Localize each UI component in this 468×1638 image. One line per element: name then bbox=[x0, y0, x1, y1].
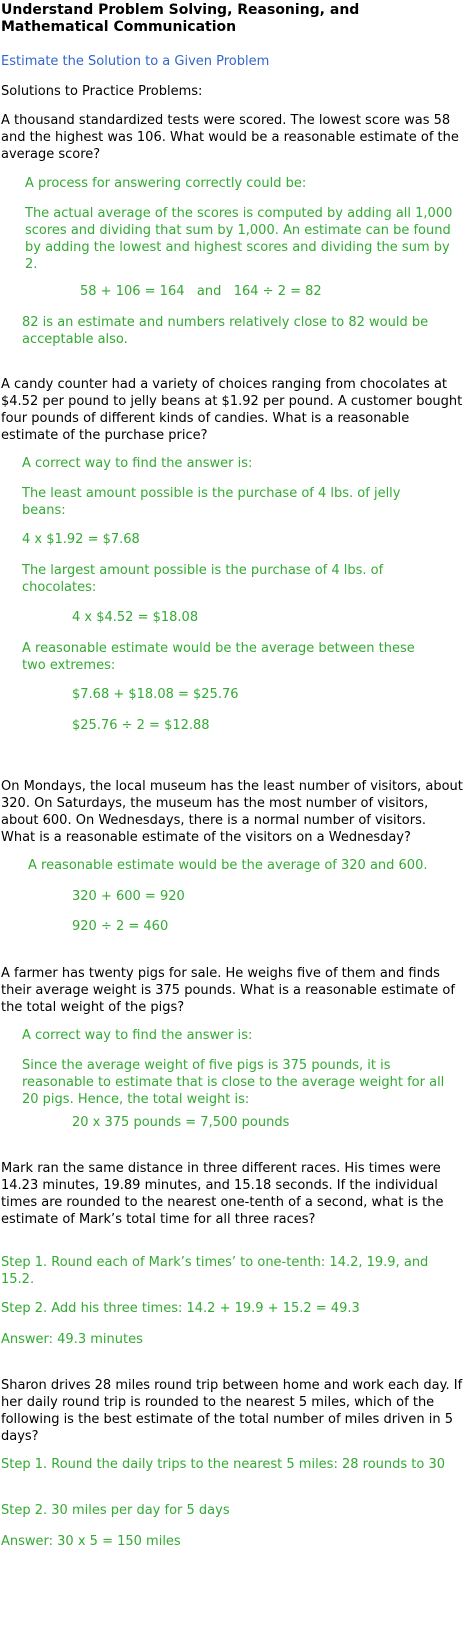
solution-equation: 920 ÷ 2 = 460 bbox=[72, 919, 169, 934]
intro-text: Solutions to Practice Problems: bbox=[1, 84, 203, 99]
solution-step: Step 2. 30 miles per day for 5 days bbox=[1, 1503, 230, 1518]
solution-equation: 58 + 106 = 164 and 164 ÷ 2 = 82 bbox=[80, 284, 322, 299]
page-title: Understand Problem Solving, Reasoning, and Mathematical Communication bbox=[1, 2, 360, 35]
solution-line: A correct way to find the answer is: bbox=[22, 456, 253, 471]
problem-question: On Mondays, the local museum has the least number of visitors, about 320. On Saturdays, the museum has the most number of visitors, about 600. On Wednesdays, there is a normal number of visitors. What is a reasonable estimate of the visitors on a Wednesday? bbox=[1, 779, 463, 845]
solution-line: The largest amount possible is the purchase of 4 lbs. of chocolates: bbox=[22, 563, 384, 595]
solution-line: The actual average of the scores is computed by adding all 1,000 scores and dividing that sum by 1,000. An estimate can be found by adding the lowest and highest scores and dividing the sum by 2. bbox=[25, 206, 453, 272]
section-subtitle: Estimate the Solution to a Given Problem bbox=[1, 54, 270, 69]
solution-line: A correct way to find the answer is: bbox=[22, 1028, 253, 1043]
solution-equation: 20 x 375 pounds = 7,500 pounds bbox=[72, 1115, 290, 1130]
solution-answer: Answer: 30 x 5 = 150 miles bbox=[1, 1534, 181, 1549]
problem-question: A candy counter had a variety of choices ranging from chocolates at $4.52 per pound to jelly beans at $1.92 per pound. A customer bought four pounds of different kinds of candies. What is a reasonable estimate of the purchase price? bbox=[1, 377, 463, 443]
solution-line: A reasonable estimate would be the average of 320 and 600. bbox=[28, 858, 428, 873]
problem-question: Sharon drives 28 miles round trip between home and work each day. If her daily round trip is rounded to the nearest 5 miles, which of the following is the best estimate of the total number of miles driven in 5 days? bbox=[1, 1378, 463, 1444]
solution-step: Step 1. Round the daily trips to the nearest 5 miles: 28 rounds to 30 bbox=[1, 1457, 446, 1472]
problem-question: Mark ran the same distance in three different races. His times were 14.23 minutes, 19.89 minutes, and 15.18 seconds. If the individual times are rounded to the nearest one-tenth of a second, what is the estimate of Mark’s total time for all three races? bbox=[1, 1161, 444, 1227]
solution-step: Step 1. Round each of Mark’s times’ to one-tenth: 14.2, 19.9, and 15.2. bbox=[1, 1255, 429, 1287]
solution-answer: Answer: 49.3 minutes bbox=[1, 1332, 143, 1347]
solution-line: A process for answering correctly could be: bbox=[25, 176, 307, 191]
solution-line: A reasonable estimate would be the average between these two extremes: bbox=[22, 641, 415, 673]
solution-equation: 4 x $1.92 = $7.68 bbox=[22, 532, 140, 547]
solution-equation: 320 + 600 = 920 bbox=[72, 889, 185, 904]
solution-line: The least amount possible is the purchase of 4 lbs. of jelly beans: bbox=[22, 486, 401, 518]
solution-step: Step 2. Add his three times: 14.2 + 19.9 + 15.2 = 49.3 bbox=[1, 1301, 360, 1316]
problem-question: A thousand standardized tests were scored. The lowest score was 58 and the highest was 106. What would be a reasonable estimate of the average score? bbox=[1, 113, 459, 162]
problem-question: A farmer has twenty pigs for sale. He weighs five of them and finds their average weight is 375 pounds. What is a reasonable estimate of the total weight of the pigs? bbox=[1, 966, 455, 1015]
solution-equation: $7.68 + $18.08 = $25.76 bbox=[72, 687, 239, 702]
solution-line: 82 is an estimate and numbers relatively close to 82 would be acceptable also. bbox=[22, 315, 429, 347]
solution-equation: 4 x $4.52 = $18.08 bbox=[72, 610, 199, 625]
solution-equation: $25.76 ÷ 2 = $12.88 bbox=[72, 718, 210, 733]
solution-line: Since the average weight of five pigs is 375 pounds, it is reasonable to estimate that is close to the average weight for all 20 pigs. Hence, the total weight is: bbox=[22, 1058, 445, 1107]
